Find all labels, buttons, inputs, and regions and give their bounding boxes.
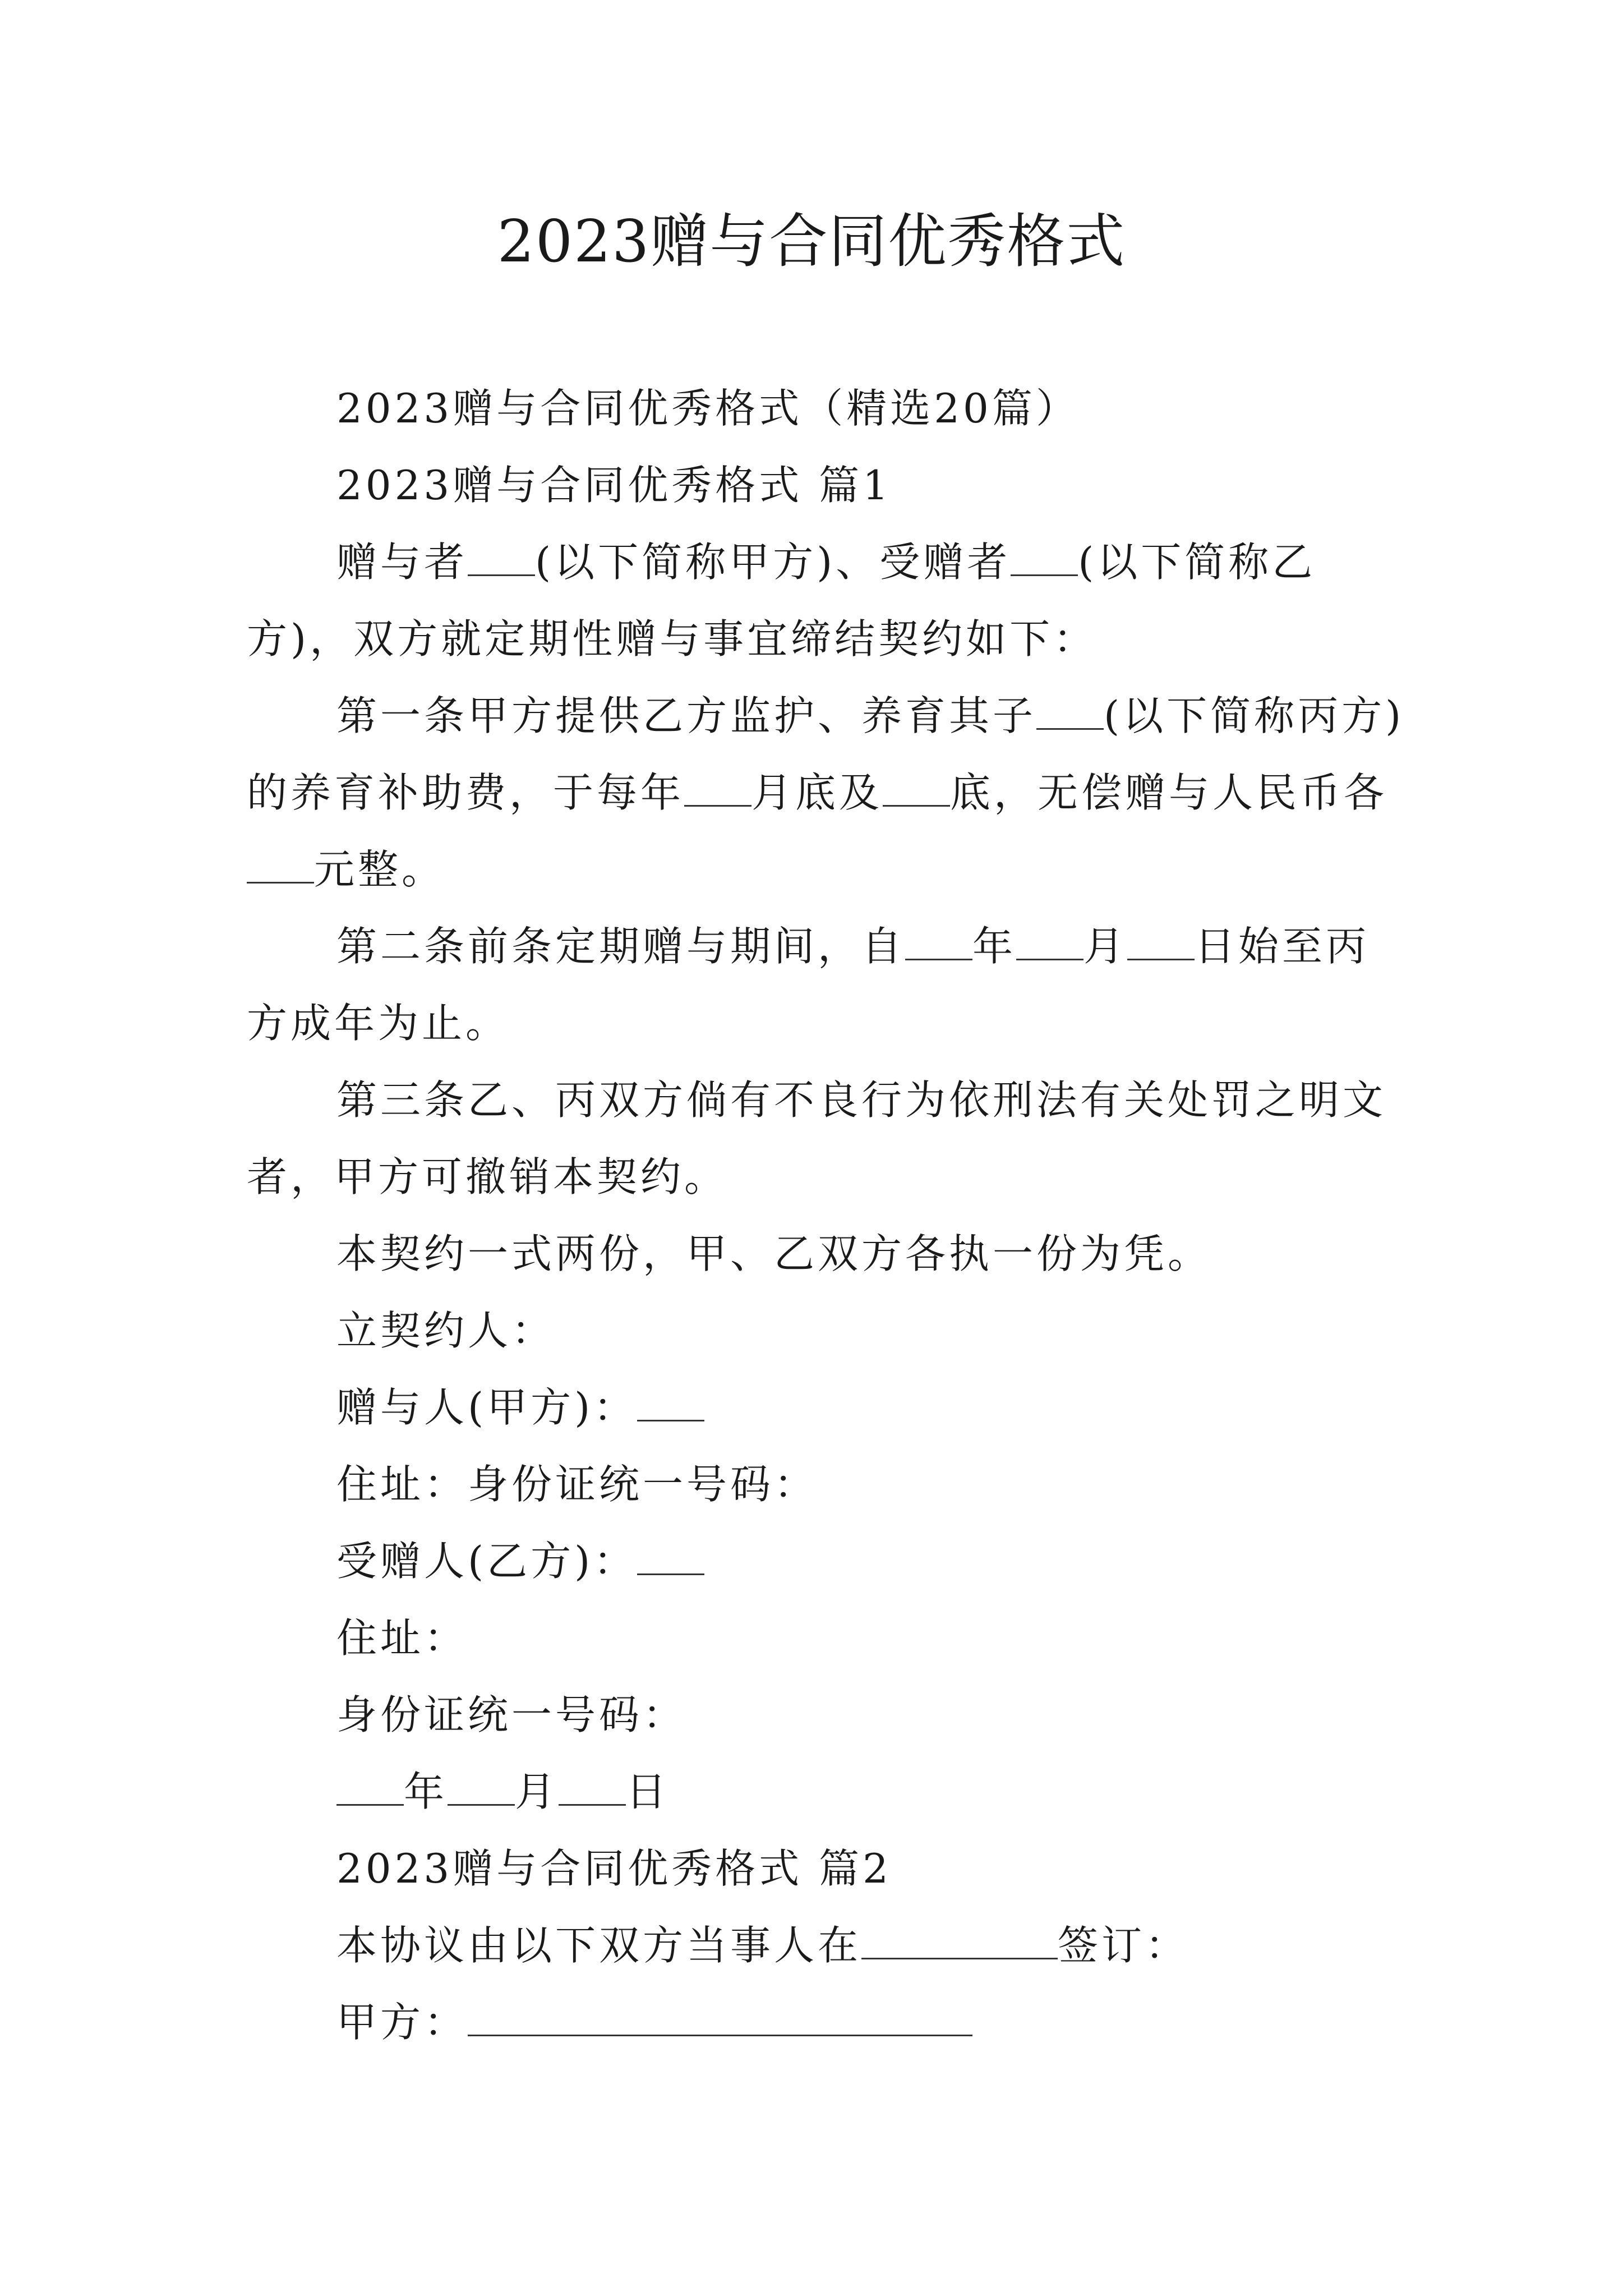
recipient-address: 住址： bbox=[336, 1614, 468, 1662]
blank-line bbox=[1011, 538, 1078, 576]
blank-line bbox=[637, 1537, 704, 1575]
text-segment: 赠与者 bbox=[336, 539, 468, 586]
signatories-label: 立契约人： bbox=[336, 1307, 556, 1354]
text-segment: 甲方： bbox=[336, 1999, 468, 2046]
blank-line bbox=[861, 1921, 1058, 1959]
copies-statement: 本契约一式两份，甲、乙双方各执一份为凭。 bbox=[336, 1230, 1212, 1277]
blank-line bbox=[559, 1768, 626, 1806]
text-segment: (以下简称丙方)的养育补助费，于每年 bbox=[247, 692, 1405, 816]
text-segment: 月底及 bbox=[751, 769, 883, 816]
blank-line bbox=[468, 1998, 972, 2036]
blank-line bbox=[883, 769, 950, 807]
text-segment: (以下简称甲方)、受赠者 bbox=[535, 539, 1011, 586]
document-body bbox=[247, 370, 1413, 2061]
article-2 bbox=[247, 908, 1413, 1062]
party-a-line bbox=[247, 1984, 1413, 2061]
subtitle: 2023赠与合同优秀格式（精选20篇） bbox=[336, 385, 1080, 432]
text-segment: 底，无偿赠与人民币各 bbox=[950, 769, 1388, 816]
text-segment: 元整。 bbox=[314, 846, 446, 893]
text-segment: 年 bbox=[972, 923, 1017, 970]
recipient-id: 身份证统一号码： bbox=[336, 1691, 687, 1738]
section-1-heading: 2023赠与合同优秀格式 篇1 bbox=[336, 462, 892, 509]
agreement-intro bbox=[247, 1907, 1413, 1984]
blank-line bbox=[684, 769, 751, 807]
text-segment: 年 bbox=[404, 1768, 448, 1815]
blank-line bbox=[468, 538, 535, 576]
blank-line bbox=[1036, 692, 1104, 730]
blank-line bbox=[247, 845, 314, 884]
recipient-line bbox=[247, 1523, 1413, 1600]
text-segment: (以下简称乙方)，双方就定期性赠与事宜缔结契约如下： bbox=[247, 539, 1316, 662]
text-segment: 日始至丙方成年为止。 bbox=[247, 923, 1370, 1047]
article-1 bbox=[247, 678, 1413, 908]
paragraph-parties bbox=[247, 524, 1413, 678]
text-segment: 第二条前条定期赠与期间，自 bbox=[336, 923, 906, 970]
blank-line bbox=[1127, 922, 1195, 960]
blank-line bbox=[637, 1383, 704, 1421]
donor-line bbox=[247, 1369, 1413, 1446]
text-segment: 受赠人(乙方)： bbox=[336, 1538, 638, 1585]
blank-line bbox=[1016, 922, 1083, 960]
section-2-heading: 2023赠与合同优秀格式 篇2 bbox=[336, 1845, 892, 1892]
article-3: 第三条乙、丙双方倘有不良行为依刑法有关处罚之明文者，甲方可撤销本契约。 bbox=[247, 1076, 1387, 1200]
text-segment: 签订： bbox=[1058, 1922, 1189, 1969]
text-segment: 月 bbox=[515, 1768, 559, 1815]
document-title: 2023赠与合同优秀格式 bbox=[497, 207, 1126, 275]
blank-line bbox=[448, 1768, 515, 1806]
blank-line bbox=[336, 1768, 404, 1806]
text-segment: 日 bbox=[626, 1768, 670, 1815]
text-segment: 赠与人(甲方)： bbox=[336, 1384, 638, 1431]
text-segment: 第一条甲方提供乙方监护、养育其子 bbox=[336, 692, 1037, 739]
donor-address-id: 住址：身份证统一号码： bbox=[336, 1461, 818, 1508]
date-line bbox=[247, 1754, 1413, 1830]
text-segment: 本协议由以下双方当事人在 bbox=[336, 1922, 862, 1969]
blank-line bbox=[905, 922, 972, 960]
text-segment: 月 bbox=[1083, 923, 1128, 970]
